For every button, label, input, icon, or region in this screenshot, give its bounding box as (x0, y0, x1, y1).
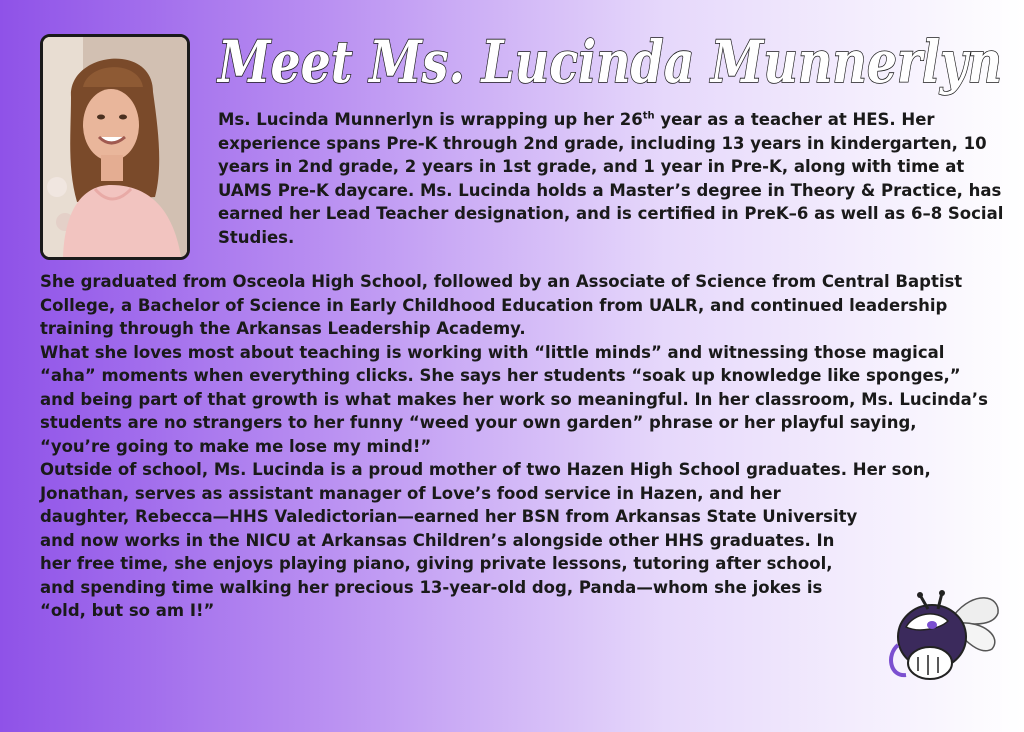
family-paragraph-lead: Outside of school, Ms. Lucinda is a proud mother of two Hazen High School graduates. Her son, Jonathan, serves as assistant manager of Love’s food service in Hazen, and her (40, 460, 931, 503)
page-title-text: Meet Ms. Lucinda Munnerlyn (216, 28, 1003, 96)
portrait-illustration (43, 37, 187, 257)
intro-paragraph (218, 108, 1008, 249)
portrait-photo (40, 34, 190, 260)
hornet-mascot (884, 585, 1002, 685)
ordinal-suffix: th (642, 110, 655, 122)
intro-text-end: year as a teacher at HES. Her experience spans Pre-K through 2nd grade, including 13 years in kindergarten, 10 years in 2nd grade, 2 years in 1st grade, and 1 year in Pre-K, along with time at UAMS Pre-K daycare. Ms. Lucinda holds a Master’s degree in Theory & Practice, has earned her Lead Teacher designation, and is certified in PreK–6 as well as 6–8 Social Studies. (218, 110, 1004, 247)
teaching-paragraph: What she loves most about teaching is working with “little minds” and witnessing those magical “aha” moments when everything clicks. She says her students “soak up knowledge like sponges,” and being part of that growth is what makes her work so meaningful. In her classroom, Ms. Lucinda’s students are no strangers to her funny “weed your own garden” phrase or her playful saying, “you’re going to make me lose my mind!” (40, 342, 988, 456)
intro-text-start: Ms. Lucinda Munnerlyn is wrapping up her 26 (218, 110, 643, 129)
family-paragraph-continued: daughter, Rebecca—HHS Valedictorian—earned her BSN from Arkansas State University and now works in the NICU at Arkansas Children’s alongside other HHS graduates. In her free time, she enjoys playing piano, giving private lessons, tutoring after school, and spending time walking her precious 13-year-old dog, Panda—whom she jokes is “old, but so am I!” (40, 507, 858, 620)
page-title (216, 20, 1006, 100)
education-paragraph: She graduated from Osceola High School, followed by an Associate of Science from Central Baptist College, a Bachelor of Science in Early Childhood Education from UALR, and continued leadership training through the Arkansas Leadership Academy. (40, 272, 963, 338)
biography-body (40, 270, 988, 623)
